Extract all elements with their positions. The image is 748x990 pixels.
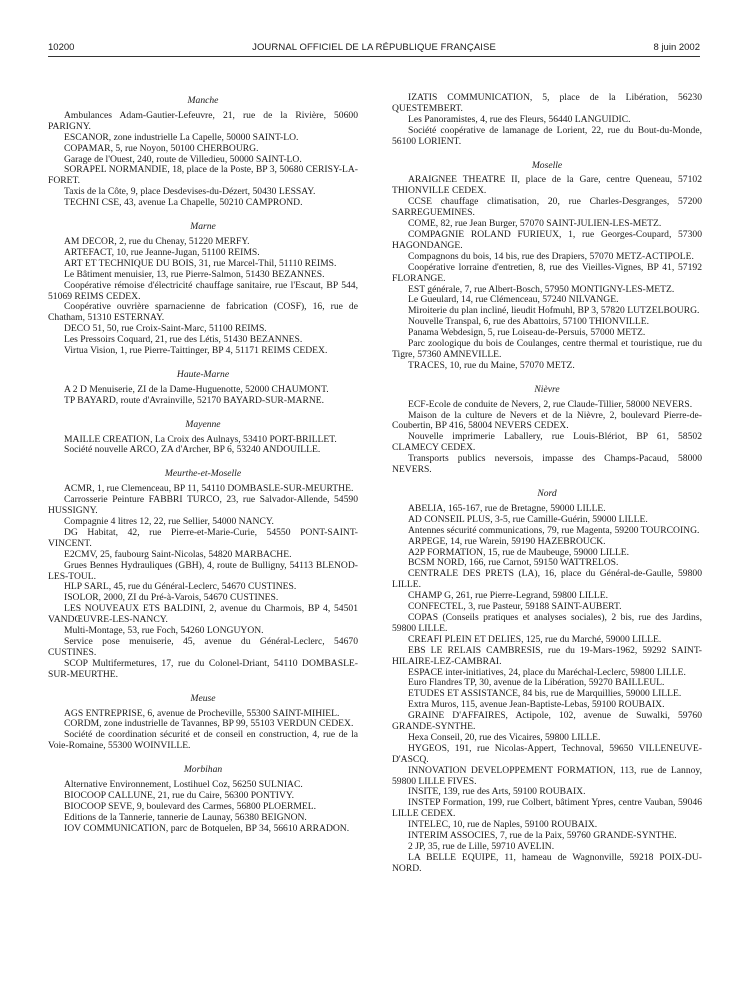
list-entry: ART ET TECHNIQUE DU BOIS, 31, rue Marcel-Thil, 51110 REIMS. (64, 257, 337, 269)
list-entry: ARPEGE, 14, rue Warein, 59190 HAZEBROUCK. (408, 535, 606, 547)
list-entry: ETUDES ET ASSISTANCE, 84 bis, rue de Marquillies, 59000 LILLE. (408, 688, 682, 700)
list-entry: Euro Flandres TP, 30, avenue de la Libération, 59270 BAILLEUL. (408, 677, 665, 689)
list-entry: Le Gueulard, 14, rue Clémenceau, 57240 NILVANGE. (408, 294, 619, 306)
list-entry: Editions de la Tannerie, tannerie de Launay, 56380 BEIGNON. (64, 811, 307, 823)
section-title: Morbihan (183, 764, 223, 776)
list-entry: Antennes sécurité communications, 79, rue Magenta, 59200 TOURCOING. (408, 524, 700, 536)
section-title: Nièvre (534, 383, 560, 395)
list-entry: DG Habitat, 42, rue Pierre-et-Marie-Curie, 54550 PONT-SAINT-VINCENT. (48, 526, 358, 549)
list-entry: CORDM, zone industrielle de Tavannes, BP 99, 55103 VERDUN CEDEX. (64, 718, 354, 730)
section-meuse (48, 694, 358, 753)
list-entry: CONFECTEL, 3, rue Pasteur, 59188 SAINT-AUBERT. (408, 601, 622, 613)
section-marne (48, 222, 358, 357)
list-entry: LA BELLE EQUIPE, 11, hameau de Wagnonville, 59218 POIX-DU-NORD. (392, 851, 702, 874)
left-column (48, 96, 358, 848)
page-header (48, 42, 700, 56)
journal-title: JOURNAL OFFICIEL DE LA RÉPUBLIQUE FRANÇAISE (252, 42, 496, 53)
list-entry: 2 JP, 35, rue de Lille, 59710 AVELIN. (408, 841, 555, 852)
section-morbihan (48, 765, 358, 834)
list-entry: Société coopérative de lamanage de Lorient, 22, rue du Bout-du-Monde, 56100 LORIENT. (392, 124, 702, 147)
list-entry: Maison de la culture de Nevers et de la Nièvre, 2, boulevard Pierre-de-Coubertin, BP 416, 58004 NEVERS CEDEX. (392, 409, 702, 432)
list-entry: ARTEFACT, 10, rue Jeanne-Jugan, 51100 REIMS. (64, 246, 260, 258)
list-entry: ACMR, 1, rue Clemenceau, BP 11, 54110 DOMBASLE-SUR-MEURTHE. (64, 483, 354, 495)
list-entry: A 2 D Menuiserie, ZI de la Dame-Huguenotte, 52000 CHAUMONT. (64, 383, 329, 395)
list-entry: Grues Bennes Hydrauliques (GBH), 4, route de Bulligny, 54113 BLENOD-LES-TOUL. (48, 559, 358, 582)
list-entry: A2P FORMATION, 15, rue de Maubeuge, 59000 LILLE. (408, 546, 630, 558)
list-entry: COPAMAR, 5, rue Noyon, 50100 CHERBOURG. (64, 142, 259, 154)
list-entry: IOV COMMUNICATION, parc de Botquelen, BP 34, 56610 ARRADON. (64, 822, 350, 834)
list-entry: ESPACE inter-initiatives, 24, place du Maréchal-Leclerc, 59800 LILLE. (408, 666, 686, 678)
list-entry: Société nouvelle ARCO, ZA d'Archer, BP 6, 53240 ANDOUILLE. (64, 444, 321, 456)
list-entry: Ambulances Adam-Gautier-Lefeuvre, 21, rue de la Rivière, 50600 PARIGNY. (48, 109, 358, 132)
list-entry: Carrosserie Peinture FABBRI TURCO, 23, rue Salvador-Allende, 54590 HUSSIGNY. (48, 494, 358, 517)
section-title: Manche (187, 95, 219, 106)
list-entry: Parc zoologique du bois de Coulanges, centre thermal et touristique, rue du Tigre, 57360 AMNEVILLE. (392, 338, 702, 360)
list-entry: Nouvelle imprimerie Laballery, rue Louis-Blériot, BP 61, 58502 CLAMECY CEDEX. (392, 431, 702, 454)
list-entry: INSTEP Formation, 199, rue Colbert, bâtiment Ypres, centre Vauban, 59046 LILLE CEDEX. (392, 797, 702, 820)
right-column (392, 93, 702, 888)
list-entry: SCOP Multifermetures, 17, rue du Colonel-Driant, 54110 DOMBASLE-SUR-MEURTHE. (48, 657, 358, 680)
list-entry: BIOCOOP CALLUNE, 21, rue du Caire, 56300 PONTIVY. (64, 789, 294, 801)
section-title: Haute-Marne (176, 368, 230, 380)
list-entry: INNOVATION DEVELOPPEMENT FORMATION, 113, rue de Lannoy, 59800 LILLE FIVES. (392, 764, 702, 787)
list-entry: E2CMV, 25, faubourg Saint-Nicolas, 54820 MARBACHE. (64, 548, 292, 560)
list-entry: Coopérative ouvrière sparnacienne de fabrication (COSF), 16, rue de Chatham, 51310 ESTERNAY. (48, 301, 358, 324)
section-nord (392, 489, 702, 875)
list-entry: AM DECOR, 2, rue du Chenay, 51220 MERFY. (64, 235, 250, 247)
list-entry: DECO 51, 50, rue Croix-Saint-Marc, 51100 REIMS. (64, 323, 267, 335)
section-manche (48, 96, 358, 209)
section-title: Nord (537, 488, 557, 499)
list-entry: Multi-Montage, 53, rue Foch, 54260 LONGUYON. (64, 625, 264, 637)
list-entry: ISOLOR, 2000, ZI du Pré-à-Varois, 54670 CUSTINES. (64, 592, 279, 604)
list-entry: Panama Webdesign, 5, rue Loiseau-de-Persuis, 57000 METZ. (408, 327, 646, 339)
list-entry: TECHNI CSE, 43, avenue La Chapelle, 50210 CAMPROND. (64, 197, 303, 209)
section-title: Moselle (531, 159, 563, 171)
section-moselle (392, 161, 702, 372)
list-entry: Coopérative rémoise d'électricité chauffage sanitaire, rue l'Escaut, BP 544, 51069 REIMS CEDEX. (48, 279, 358, 302)
list-entry: Compagnons du bois, 14 bis, rue des Drapiers, 57070 METZ-ACTIPOLE. (408, 250, 694, 262)
list-entry: Le Bâtiment menuisier, 13, rue Pierre-Salmon, 51430 BEZANNES. (64, 268, 325, 280)
list-entry: IZATIS COMMUNICATION, 5, place de la Libération, 56230 QUESTEMBERT. (392, 92, 702, 114)
list-entry: EST générale, 7, rue Albert-Bosch, 57950 MONTIGNY-LES-METZ. (408, 283, 675, 295)
section-title: Meurthe-et-Moselle (164, 468, 242, 480)
list-entry: AD CONSEIL PLUS, 3-5, rue Camille-Guérin, 59000 LILLE. (408, 513, 648, 525)
list-entry: Garage de l'Ouest, 240, route de Villedieu, 50000 SAINT-LO. (64, 153, 302, 165)
list-entry: AGS ENTREPRISE, 6, avenue de Procheville, 55300 SAINT-MIHIEL. (64, 707, 340, 719)
list-entry: Hexa Conseil, 20, rue des Vicaires, 59800 LILLE. (408, 731, 601, 743)
list-entry: ABELIA, 165-167, rue de Bretagne, 59000 LILLE. (408, 502, 606, 514)
list-entry: INSITE, 139, rue des Arts, 59100 ROUBAIX. (408, 786, 586, 798)
list-entry: Compagnie 4 litres 12, 22, rue Sellier, 54000 NANCY. (64, 516, 274, 527)
list-entry: SORAPEL NORMANDIE, 18, place de la Poste, BP 3, 50680 CERISY-LA-FORET. (48, 164, 358, 187)
list-entry: Les Pressoirs Coquard, 21, rue des Létis, 51430 BEZANNES. (64, 334, 303, 346)
list-entry: Taxis de la Côte, 9, place Desdevises-du-Dézert, 50430 LESSAY. (64, 186, 316, 198)
list-entry: INTERIM ASSOCIES, 7, rue de la Paix, 59760 GRANDE-SYNTHE. (408, 830, 677, 842)
list-entry: Coopérative lorraine d'entretien, 8, rue des Vieilles-Vignes, BP 41, 57192 FLORANGE. (392, 261, 702, 284)
list-entry: CCSE chauffage climatisation, 20, rue Charles-Desgranges, 57200 SARREGUEMINES. (392, 196, 702, 219)
list-entry: Service pose menuiserie, 45, avenue du Général-Leclerc, 54670 CUSTINES. (48, 635, 358, 658)
section-mayenne (48, 420, 358, 457)
list-entry: EBS LE RELAIS CAMBRESIS, rue du 19-Mars-1962, 59292 SAINT-HILAIRE-LEZ-CAMBRAI. (392, 644, 702, 667)
list-entry: ARAIGNEE THEATRE II, place de la Gare, centre Queneau, 57102 THIONVILLE CEDEX. (392, 174, 702, 197)
list-entry: Les Panoramistes, 4, rue des Fleurs, 56440 LANGUIDIC. (408, 113, 631, 125)
list-entry: BCSM NORD, 166, rue Carnot, 59150 WATTRELOS. (408, 557, 619, 569)
list-entry: BIOCOOP SEVE, 9, boulevard des Carmes, 56800 PLOERMEL. (64, 800, 316, 812)
continued-entries (392, 93, 702, 148)
list-entry: COMPAGNIE ROLAND FURIEUX, 1, rue Georges-Coupard, 57300 HAGONDANGE. (392, 228, 702, 251)
list-entry: Transports publics neversois, impasse des Champs-Pacaud, 58000 NEVERS. (392, 453, 702, 476)
list-entry: MAILLE CREATION, La Croix des Aulnays, 53410 PORT-BRILLET. (64, 433, 337, 445)
list-entry: HLP SARL, 45, rue du Général-Leclerc, 54670 CUSTINES. (64, 581, 297, 593)
list-entry: Extra Muros, 115, avenue Jean-Baptiste-Lebas, 59100 ROUBAIX. (408, 699, 665, 711)
list-entry: ECF-Ecole de conduite de Nevers, 2, rue Claude-Tillier, 58000 NEVERS. (408, 398, 693, 410)
list-entry: TP BAYARD, route d'Avrainville, 52170 BAYARD-SUR-MARNE. (64, 394, 325, 406)
section-title: Mayenne (185, 418, 221, 430)
list-entry: Alternative Environnement, Lostihuel Coz, 56250 SULNIAC. (64, 779, 303, 791)
list-entry: CREAFI PLEIN ET DELIES, 125, rue du Marché, 59000 LILLE. (408, 633, 662, 645)
list-entry: COPAS (Conseils pratiques et analyses sociales), 2 bis, rue des Jardins, 59800 LILLE. (392, 611, 702, 634)
list-entry: Virtua Vision, 1, rue Pierre-Taittinger, BP 4, 51171 REIMS CEDEX. (64, 345, 328, 357)
list-entry: HYGEOS, 191, rue Nicolas-Appert, Technoval, 59650 VILLENEUVE-D'ASCQ. (392, 742, 702, 765)
list-entry: GRAINE D'AFFAIRES, Actipole, 102, avenue de Suwalki, 59760 GRANDE-SYNTHE. (392, 710, 702, 733)
list-entry: Miroiterie du plan incliné, lieudit Hofmuhl, BP 3, 57820 LUTZELBOURG. (408, 305, 700, 317)
list-entry: CHAMP G, 261, rue Pierre-Legrand, 59800 LILLE. (408, 590, 609, 602)
section-haute-marne (48, 370, 358, 407)
section-title: Meuse (190, 692, 216, 704)
section-title: Marne (190, 221, 216, 233)
page-number: 10200 (48, 42, 75, 53)
list-entry: ESCANOR, zone industrielle La Capelle, 50000 SAINT-LO. (64, 131, 299, 143)
list-entry: LES NOUVEAUX ETS BALDINI, 2, avenue du Charmois, BP 4, 54501 VANDŒUVRE-LES-NANCY. (48, 603, 358, 626)
list-entry: INTELEC, 10, rue de Naples, 59100 ROUBAIX. (408, 819, 598, 831)
list-entry: CENTRALE DES PRETS (LA), 16, place du Général-de-Gaulle, 59800 LILLE. (392, 568, 702, 591)
list-entry: TRACES, 10, rue du Maine, 57070 METZ. (408, 359, 575, 371)
list-entry: Nouvelle Transpal, 6, rue des Abattoirs, 57100 THIONVILLE. (408, 316, 649, 328)
header-rule (48, 56, 700, 57)
list-entry: COME, 82, rue Jean Burger, 57070 SAINT-JULIEN-LES-METZ. (408, 218, 662, 230)
publication-date: 8 juin 2002 (653, 42, 700, 53)
list-entry: Société de coordination sécurité et de conseil en construction, 4, rue de la Voie-Romaine, 55300 WOINVILLE. (48, 729, 358, 752)
section-meurthe-et-moselle (48, 469, 358, 680)
section-nievre (392, 385, 702, 476)
